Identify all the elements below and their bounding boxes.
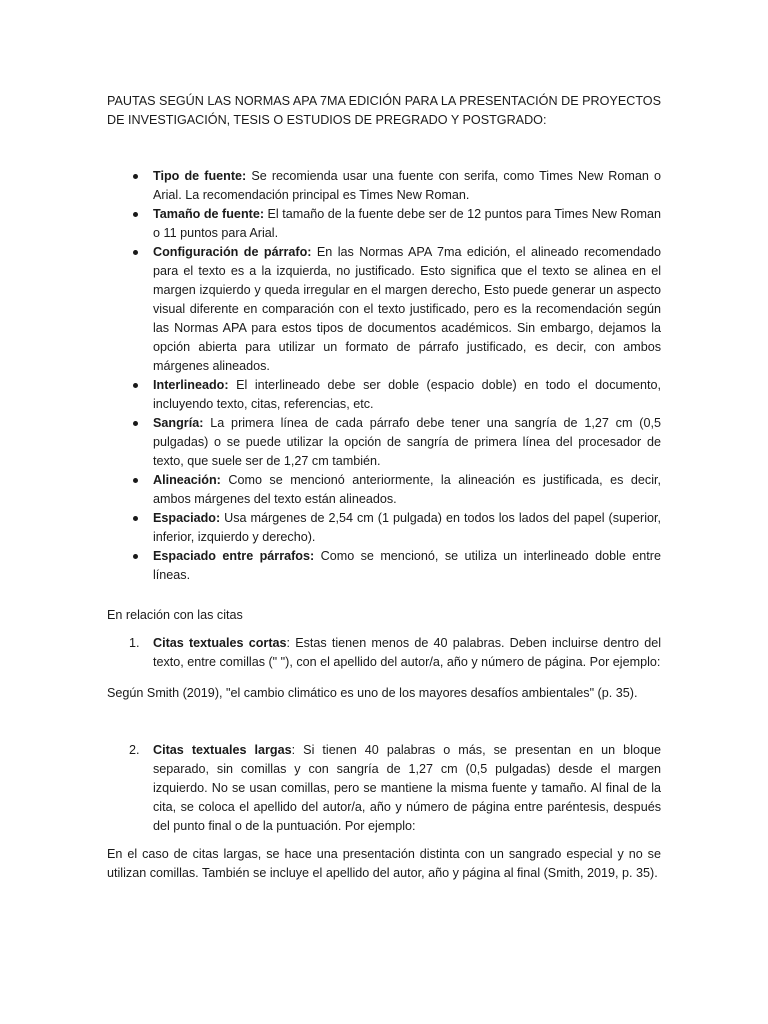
item-label: Alineación: — [153, 473, 221, 487]
item-text: : Si tienen 40 palabras o más, se presentan en un bloque separado, sin comillas y con sangría de 1,27 cm (0,5 pulgadas) desde el margen izquierdo. No se usan comillas, pero se mantiene la misma fuente y tamaño. Al final de la cita, se coloca el apellido del autor/a, año y número de página entre paréntesis, después del punto final o de la puntuación. Por ejemplo: — [153, 743, 662, 833]
item-label: Espaciado: — [153, 511, 221, 525]
item-number: 2. — [129, 743, 140, 757]
list-item — [153, 509, 661, 547]
guidelines-list — [153, 167, 661, 585]
list-item — [153, 547, 661, 585]
item-label: Citas textuales cortas — [153, 636, 287, 650]
item-label: Interlineado: — [153, 378, 229, 392]
numbered-item — [129, 741, 662, 836]
list-item — [153, 471, 661, 509]
item-text: Como se mencionó anteriormente, la alineación es justificada, es decir, ambos márgenes del texto están alineados. — [153, 473, 661, 506]
list-item — [153, 205, 661, 243]
item-label: Configuración de párrafo: — [153, 245, 312, 259]
item-text: En las Normas APA 7ma edición, el alineado recomendado para el texto es a la izquierda, no justificado. Esto significa que el texto se alinea en el margen izquierdo y queda irregular en el margen derecho, Esto puede generar un aspecto visual diferente en comparación con el texto justificado, pero es la recomendación según las Normas APA para estos tipos de documentos académicos. Sin embargo, dejamos la opción abierta para utilizar un formato de párrafo justificado, es decir, con ambos márgenes alineados. — [153, 245, 661, 373]
list-item — [153, 243, 661, 376]
item-text: El interlineado debe ser doble (espacio doble) en todo el documento, incluyendo texto, citas, referencias, etc. — [153, 378, 661, 411]
document-title: PAUTAS SEGÚN LAS NORMAS APA 7MA EDICIÓN PARA LA PRESENTACIÓN DE PROYECTOS DE INVESTIGACIÓN, TESIS O ESTUDIOS DE PREGRADO Y POSTGRADO: — [107, 94, 661, 127]
item-label: Sangría: — [153, 416, 204, 430]
item-label: Tamaño de fuente: — [153, 207, 265, 221]
item-label: Tipo de fuente: — [153, 169, 247, 183]
item-text: El tamaño de la fuente debe ser de 12 puntos para Times New Roman o 11 puntos para Arial. — [153, 207, 661, 240]
item-number: 1. — [129, 636, 140, 650]
list-item — [153, 414, 661, 471]
item-text: Usa márgenes de 2,54 cm (1 pulgada) en todos los lados del papel (superior, inferior, izquierdo y derecho). — [153, 511, 661, 544]
item-label: Espaciado entre párrafos: — [153, 549, 315, 563]
item-text: Como se mencionó, se utiliza un interlineado doble entre líneas. — [153, 549, 662, 582]
citations-section-heading: En relación con las citas — [107, 608, 243, 622]
long-citation-example: En el caso de citas largas, se hace una presentación distinta con un sangrado especial y no se utilizan comillas. También se incluye el apellido del autor, año y página al final (Smith, 2019, p. 35). — [107, 847, 661, 880]
numbered-item — [129, 634, 661, 672]
item-label: Citas textuales largas — [153, 743, 292, 757]
item-text: : Estas tienen menos de 40 palabras. Deben incluirse dentro del texto, entre comillas (" "), con el apellido del autor/a, año y número de página. Por ejemplo: — [153, 636, 661, 669]
list-item — [153, 167, 661, 205]
item-text: Se recomienda usar una fuente con serifa, como Times New Roman o Arial. La recomendación principal es Times New Roman. — [153, 169, 661, 202]
short-citation-example: Según Smith (2019), "el cambio climático es uno de los mayores desafíos ambientales" (p. 35). — [107, 686, 638, 700]
item-text: La primera línea de cada párrafo debe tener una sangría de 1,27 cm (0,5 pulgadas) o se puede utilizar la opción de sangría de primera línea del procesador de texto, que suele ser de 1,27 cm también. — [153, 416, 661, 468]
list-item — [153, 376, 661, 414]
